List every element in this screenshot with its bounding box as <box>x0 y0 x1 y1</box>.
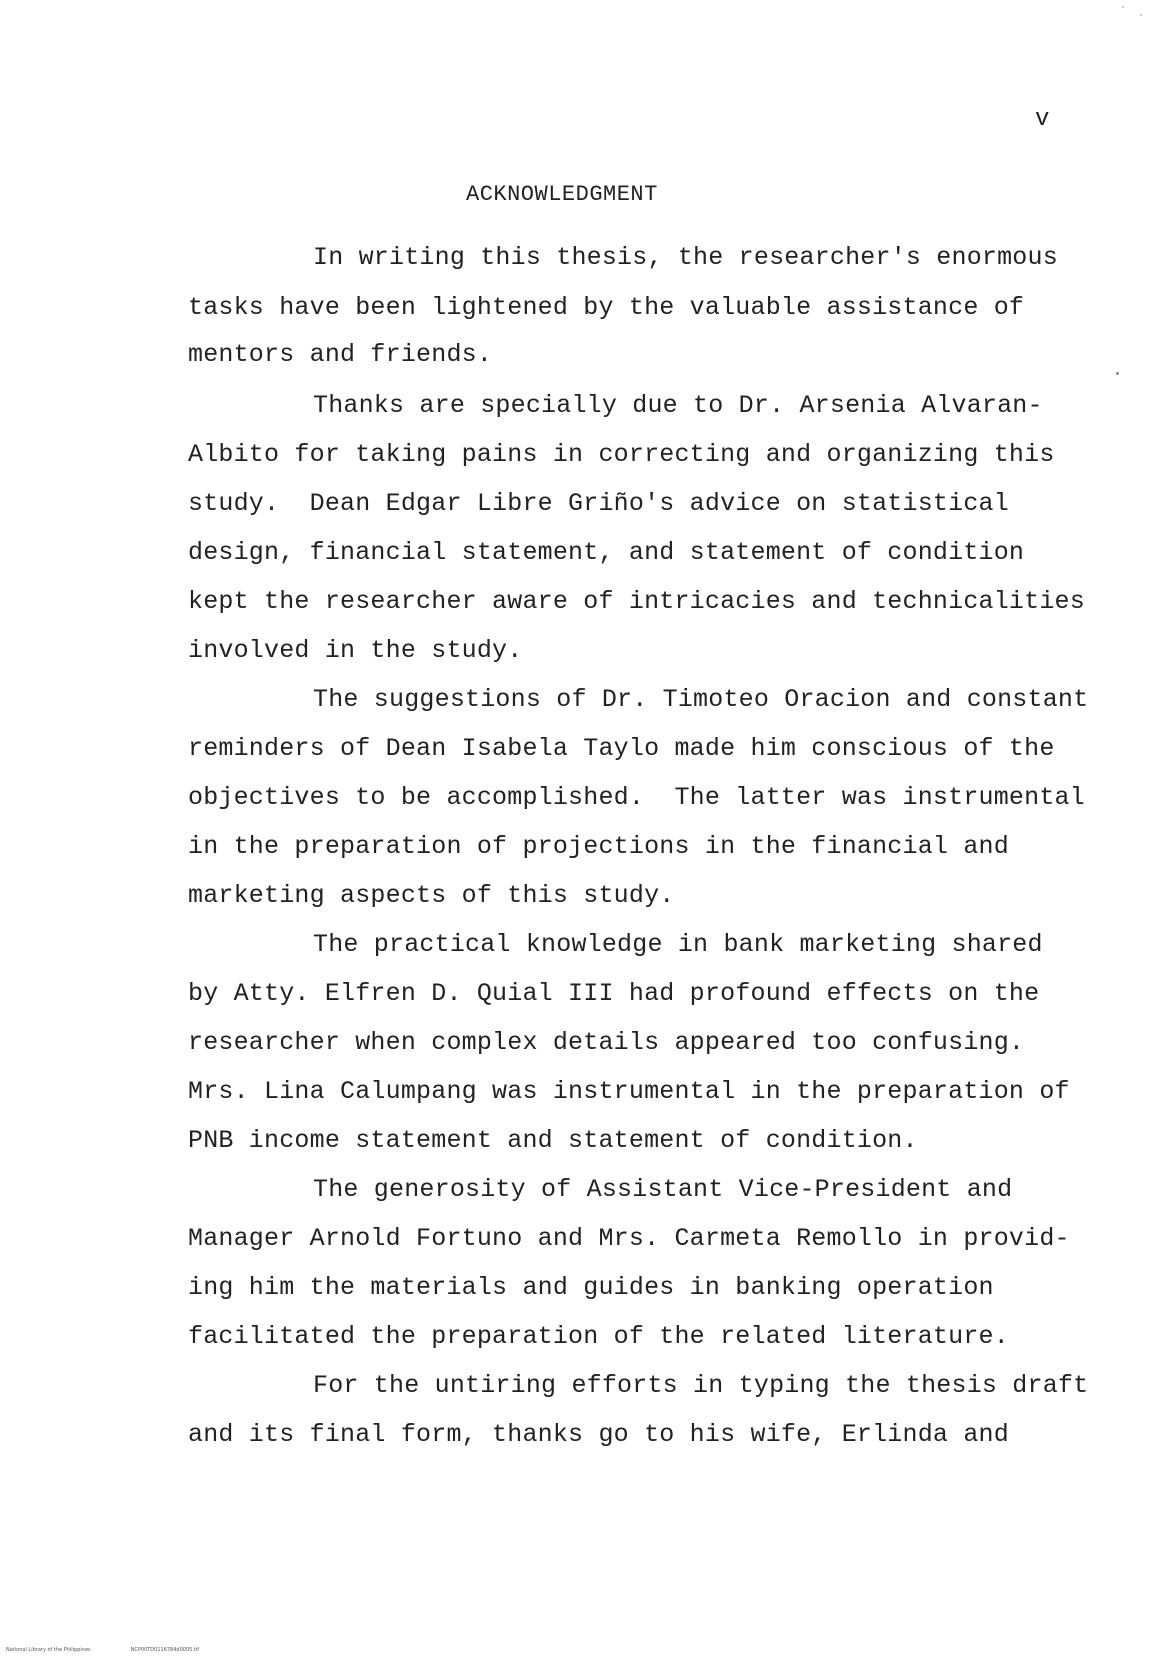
scan-speck <box>1122 6 1124 8</box>
text-line: The practical knowledge in bank marketing shared <box>313 930 1043 959</box>
scan-speck <box>1140 14 1142 16</box>
text-line: Mrs. Lina Calumpang was instrumental in the preparation of <box>188 1077 1070 1106</box>
text-line: The suggestions of Dr. Timoteo Oracion and constant <box>313 685 1089 714</box>
text-line: and its final form, thanks go to his wife, Erlinda and <box>188 1420 1009 1449</box>
text-line: marketing aspects of this study. <box>188 881 675 910</box>
text-line: in the preparation of projections in the financial and <box>188 832 1009 861</box>
scan-footer <box>6 1647 199 1653</box>
page-title: ACKNOWLEDGMENT <box>466 182 658 207</box>
text-line: ing him the materials and guides in banking operation <box>188 1273 994 1302</box>
text-line: study. Dean Edgar Libre Griño's advice on statistical <box>188 489 1009 518</box>
scan-speck <box>1116 372 1119 375</box>
text-line: by Atty. Elfren D. Quial III had profound effects on the <box>188 979 1040 1008</box>
text-line: The generosity of Assistant Vice-President and <box>313 1175 1013 1204</box>
text-line: objectives to be accomplished. The latter was instrumental <box>188 783 1085 812</box>
text-line: In writing this thesis, the researcher's enormous <box>313 243 1058 272</box>
text-line: mentors and friends. <box>188 340 493 369</box>
text-line: kept the researcher aware of intricacies and technicalities <box>188 587 1085 616</box>
text-line: Thanks are specially due to Dr. Arsenia Alvaran- <box>313 391 1043 420</box>
text-line: facilitated the preparation of the related literature. <box>188 1322 1009 1351</box>
footer-library: National Library of the Philippines <box>6 1647 91 1653</box>
page-number: v <box>1035 106 1051 133</box>
text-line: tasks have been lightened by the valuable assistance of <box>188 293 1025 322</box>
text-line: PNB income statement and statement of condition. <box>188 1126 918 1155</box>
text-line: Manager Arnold Fortuno and Mrs. Carmeta Remollo in provid- <box>188 1224 1070 1253</box>
footer-code: NCP00TD0116784d0005.tif <box>130 1647 200 1653</box>
text-line: For the untiring efforts in typing the thesis draft <box>313 1371 1089 1400</box>
text-line: involved in the study. <box>188 636 523 665</box>
text-line: researcher when complex details appeared too confusing. <box>188 1028 1025 1057</box>
text-line: design, financial statement, and statement of condition <box>188 538 1025 567</box>
text-line: reminders of Dean Isabela Taylo made him conscious of the <box>188 734 1055 763</box>
text-line: Albito for taking pains in correcting and organizing this <box>188 440 1055 469</box>
